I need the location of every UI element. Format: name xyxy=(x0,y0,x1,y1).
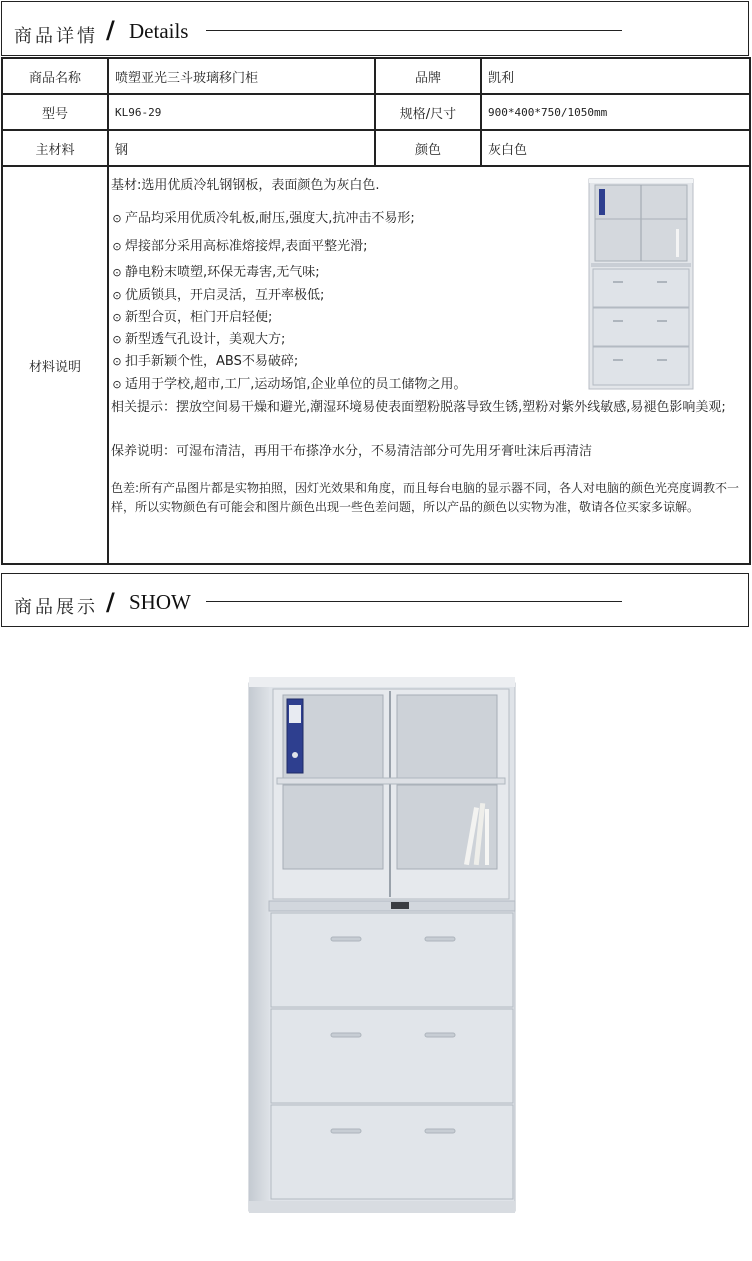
name-label: 商品名称 xyxy=(2,58,108,94)
feature-text: 扣手新颖个性，ABS不易破碎; xyxy=(125,354,299,369)
color-label: 颜色 xyxy=(375,130,481,166)
feature-item xyxy=(111,287,324,305)
name-value: 喷塑亚光三斗玻璃移门柜 xyxy=(108,58,375,94)
feature-text: 新型合页，柜门开启轻便; xyxy=(125,310,273,325)
model-label: 型号 xyxy=(2,94,108,130)
feature-item xyxy=(111,376,467,394)
cabinet-product-photo xyxy=(247,675,517,1215)
description-cell xyxy=(108,166,750,564)
bullet-icon: ⊙ xyxy=(112,289,122,302)
description-box xyxy=(109,167,749,563)
material-value: 钢 xyxy=(108,130,375,166)
bullet-icon: ⊙ xyxy=(112,333,122,346)
feature-text: 焊接部分采用高标准熔接焊,表面平整光滑; xyxy=(125,239,368,254)
spec-row-description xyxy=(2,166,750,564)
color-value: 灰白色 xyxy=(481,130,750,166)
feature-item xyxy=(111,309,272,327)
feature-text: 新型透气孔设计，美观大方; xyxy=(125,332,286,347)
bullet-icon: ⊙ xyxy=(112,240,122,253)
feature-text: 静电粉末喷塑,环保无毒害,无气味; xyxy=(125,265,320,280)
material-label: 主材料 xyxy=(2,130,108,166)
details-title-en: Details xyxy=(129,19,189,43)
spec-row-material xyxy=(2,130,750,166)
show-title-en: SHOW xyxy=(129,590,191,614)
spec-table xyxy=(1,57,751,565)
bullet-icon: ⊙ xyxy=(112,311,122,324)
brand-label: 品牌 xyxy=(375,58,481,94)
model-value: KL96-29 xyxy=(108,94,375,130)
feature-text: 产品均采用优质冷轧板,耐压,强度大,抗冲击不易形; xyxy=(125,211,415,226)
feature-item xyxy=(111,210,415,228)
description-label: 材料说明 xyxy=(2,166,108,564)
feature-text: 优质锁具，开启灵活，互开率极低; xyxy=(125,288,325,303)
header-rule xyxy=(206,601,622,602)
show-title-cn: 商品展示 xyxy=(14,597,98,618)
header-rule xyxy=(206,30,622,31)
brand-value: 凯利 xyxy=(481,58,750,94)
details-title-cn: 商品详情 xyxy=(14,26,98,47)
feature-item xyxy=(111,238,368,256)
color-note-text: 色差:所有产品图片都是实物拍照，因灯光效果和角度，而且每台电脑的显示器不同，各人对电脑的颜色光亮度调教不一样，所以实物颜色有可能会和图片颜色出现一些色差问题，所以产品的颜色以实物为准，敬请各位买家多谅解。 xyxy=(111,481,740,514)
feature-item xyxy=(111,353,298,371)
bullet-icon: ⊙ xyxy=(112,212,122,225)
title-slash: / xyxy=(106,588,115,616)
spec-row-name xyxy=(2,58,750,94)
spec-row-model xyxy=(2,94,750,130)
bullet-icon: ⊙ xyxy=(112,266,122,279)
feature-text: 适用于学校,超市,工厂,运动场馆,企业单位的员工储物之用。 xyxy=(125,377,467,392)
size-value: 900*400*750/1050mm xyxy=(481,94,750,130)
show-section-header xyxy=(1,573,749,627)
tip-text: 相关提示：摆放空间易干燥和避光,潮湿环境易使表面塑粉脱落导致生锈,塑粉对紫外线敏感,易褪色影响美观; xyxy=(111,400,726,415)
size-label: 规格/尺寸 xyxy=(375,94,481,130)
feature-item xyxy=(111,331,285,349)
care-text: 保养说明：可湿布清洁，再用干布搽净水分，不易清洁部分可先用牙膏吐沫后再清洁 xyxy=(111,444,593,459)
title-slash: / xyxy=(106,16,115,44)
details-section-header xyxy=(1,1,749,56)
feature-item xyxy=(111,264,320,282)
bullet-icon: ⊙ xyxy=(112,355,122,368)
cabinet-thumbnail xyxy=(587,177,695,391)
bullet-icon: ⊙ xyxy=(112,378,122,391)
base-material-text: 基材:选用优质冷轧钢钢板，表面颜色为灰白色. xyxy=(111,178,380,193)
